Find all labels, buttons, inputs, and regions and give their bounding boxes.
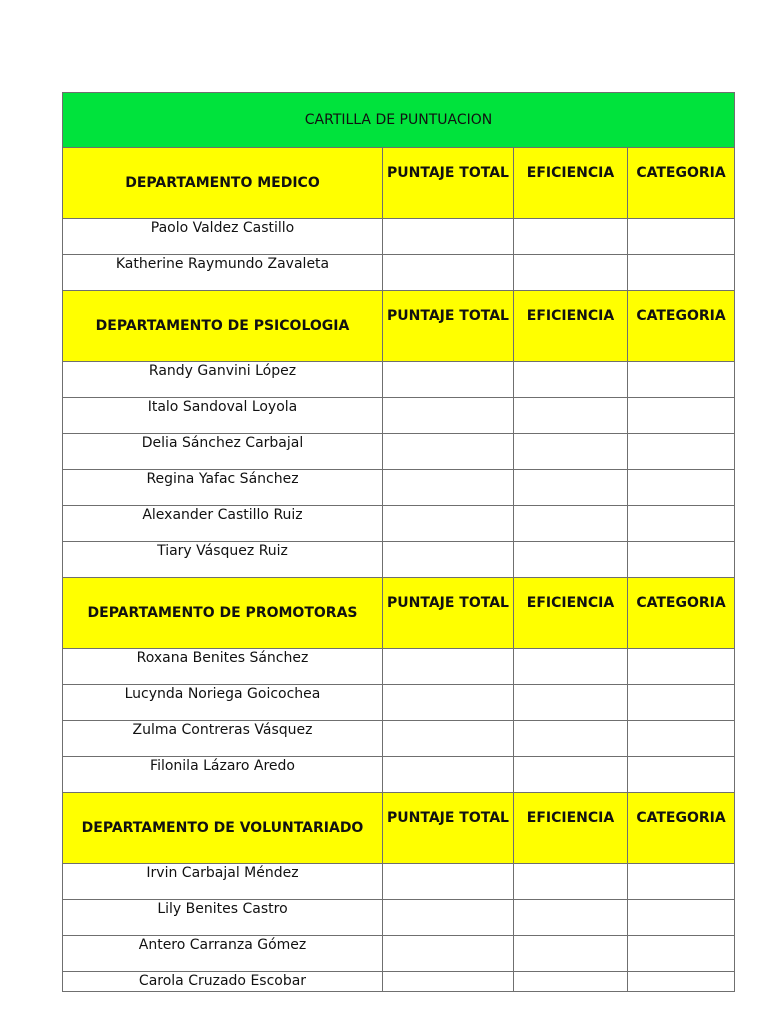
department-header-row bbox=[63, 148, 735, 219]
member-row bbox=[63, 900, 735, 936]
puntaje-cell[interactable] bbox=[383, 864, 514, 900]
puntaje-cell[interactable] bbox=[383, 434, 514, 470]
title-row bbox=[63, 93, 735, 148]
department-name: DEPARTAMENTO DE VOLUNTARIADO bbox=[63, 793, 383, 864]
eficiencia-cell[interactable] bbox=[514, 470, 628, 506]
column-header-puntaje: PUNTAJE TOTAL bbox=[383, 793, 514, 864]
department-header-row bbox=[63, 578, 735, 649]
eficiencia-cell[interactable] bbox=[514, 972, 628, 992]
column-header-puntaje: PUNTAJE TOTAL bbox=[383, 291, 514, 362]
column-header-puntaje: PUNTAJE TOTAL bbox=[383, 148, 514, 219]
member-row bbox=[63, 864, 735, 900]
eficiencia-cell[interactable] bbox=[514, 900, 628, 936]
categoria-cell[interactable] bbox=[628, 900, 735, 936]
member-row bbox=[63, 255, 735, 291]
eficiencia-cell[interactable] bbox=[514, 219, 628, 255]
eficiencia-cell[interactable] bbox=[514, 864, 628, 900]
categoria-cell[interactable] bbox=[628, 470, 735, 506]
member-name: Lily Benites Castro bbox=[63, 900, 383, 936]
eficiencia-cell[interactable] bbox=[514, 362, 628, 398]
puntaje-cell[interactable] bbox=[383, 219, 514, 255]
column-header-categoria: CATEGORIA bbox=[628, 291, 735, 362]
categoria-cell[interactable] bbox=[628, 506, 735, 542]
column-header-categoria: CATEGORIA bbox=[628, 148, 735, 219]
member-row bbox=[63, 219, 735, 255]
categoria-cell[interactable] bbox=[628, 972, 735, 992]
puntaje-cell[interactable] bbox=[383, 685, 514, 721]
member-name: Italo Sandoval Loyola bbox=[63, 398, 383, 434]
puntaje-cell[interactable] bbox=[383, 542, 514, 578]
puntaje-cell[interactable] bbox=[383, 255, 514, 291]
categoria-cell[interactable] bbox=[628, 398, 735, 434]
member-name: Randy Ganvini López bbox=[63, 362, 383, 398]
score-card-table bbox=[62, 92, 735, 992]
puntaje-cell[interactable] bbox=[383, 900, 514, 936]
categoria-cell[interactable] bbox=[628, 255, 735, 291]
eficiencia-cell[interactable] bbox=[514, 685, 628, 721]
column-header-eficiencia: EFICIENCIA bbox=[514, 291, 628, 362]
department-name: DEPARTAMENTO MEDICO bbox=[63, 148, 383, 219]
column-header-puntaje: PUNTAJE TOTAL bbox=[383, 578, 514, 649]
puntaje-cell[interactable] bbox=[383, 398, 514, 434]
categoria-cell[interactable] bbox=[628, 721, 735, 757]
categoria-cell[interactable] bbox=[628, 542, 735, 578]
sheet-title: CARTILLA DE PUNTUACION bbox=[63, 93, 735, 148]
puntaje-cell[interactable] bbox=[383, 972, 514, 992]
member-row bbox=[63, 434, 735, 470]
department-name: DEPARTAMENTO DE PSICOLOGIA bbox=[63, 291, 383, 362]
categoria-cell[interactable] bbox=[628, 757, 735, 793]
puntaje-cell[interactable] bbox=[383, 936, 514, 972]
member-row bbox=[63, 542, 735, 578]
puntaje-cell[interactable] bbox=[383, 506, 514, 542]
column-header-categoria: CATEGORIA bbox=[628, 578, 735, 649]
column-header-eficiencia: EFICIENCIA bbox=[514, 793, 628, 864]
categoria-cell[interactable] bbox=[628, 362, 735, 398]
puntaje-cell[interactable] bbox=[383, 649, 514, 685]
member-row bbox=[63, 972, 735, 992]
member-name: Zulma Contreras Vásquez bbox=[63, 721, 383, 757]
member-name: Paolo Valdez Castillo bbox=[63, 219, 383, 255]
eficiencia-cell[interactable] bbox=[514, 506, 628, 542]
eficiencia-cell[interactable] bbox=[514, 542, 628, 578]
categoria-cell[interactable] bbox=[628, 219, 735, 255]
member-row bbox=[63, 757, 735, 793]
eficiencia-cell[interactable] bbox=[514, 255, 628, 291]
member-name: Roxana Benites Sánchez bbox=[63, 649, 383, 685]
member-name: Filonila Lázaro Aredo bbox=[63, 757, 383, 793]
eficiencia-cell[interactable] bbox=[514, 757, 628, 793]
puntaje-cell[interactable] bbox=[383, 470, 514, 506]
member-row bbox=[63, 649, 735, 685]
eficiencia-cell[interactable] bbox=[514, 721, 628, 757]
member-name: Delia Sánchez Carbajal bbox=[63, 434, 383, 470]
member-row bbox=[63, 721, 735, 757]
member-name: Irvin Carbajal Méndez bbox=[63, 864, 383, 900]
member-name: Lucynda Noriega Goicochea bbox=[63, 685, 383, 721]
column-header-categoria: CATEGORIA bbox=[628, 793, 735, 864]
eficiencia-cell[interactable] bbox=[514, 434, 628, 470]
member-name: Katherine Raymundo Zavaleta bbox=[63, 255, 383, 291]
department-name: DEPARTAMENTO DE PROMOTORAS bbox=[63, 578, 383, 649]
categoria-cell[interactable] bbox=[628, 434, 735, 470]
member-row bbox=[63, 470, 735, 506]
member-row bbox=[63, 506, 735, 542]
eficiencia-cell[interactable] bbox=[514, 398, 628, 434]
member-name: Antero Carranza Gómez bbox=[63, 936, 383, 972]
member-row bbox=[63, 936, 735, 972]
categoria-cell[interactable] bbox=[628, 685, 735, 721]
department-header-row bbox=[63, 793, 735, 864]
categoria-cell[interactable] bbox=[628, 649, 735, 685]
member-name: Carola Cruzado Escobar bbox=[63, 972, 383, 992]
puntaje-cell[interactable] bbox=[383, 757, 514, 793]
member-name: Regina Yafac Sánchez bbox=[63, 470, 383, 506]
department-header-row bbox=[63, 291, 735, 362]
puntaje-cell[interactable] bbox=[383, 362, 514, 398]
eficiencia-cell[interactable] bbox=[514, 936, 628, 972]
categoria-cell[interactable] bbox=[628, 936, 735, 972]
categoria-cell[interactable] bbox=[628, 864, 735, 900]
member-row bbox=[63, 398, 735, 434]
puntaje-cell[interactable] bbox=[383, 721, 514, 757]
member-row bbox=[63, 362, 735, 398]
column-header-eficiencia: EFICIENCIA bbox=[514, 148, 628, 219]
member-name: Alexander Castillo Ruiz bbox=[63, 506, 383, 542]
eficiencia-cell[interactable] bbox=[514, 649, 628, 685]
member-row bbox=[63, 685, 735, 721]
column-header-eficiencia: EFICIENCIA bbox=[514, 578, 628, 649]
score-card-body bbox=[63, 93, 735, 992]
member-name: Tiary Vásquez Ruiz bbox=[63, 542, 383, 578]
